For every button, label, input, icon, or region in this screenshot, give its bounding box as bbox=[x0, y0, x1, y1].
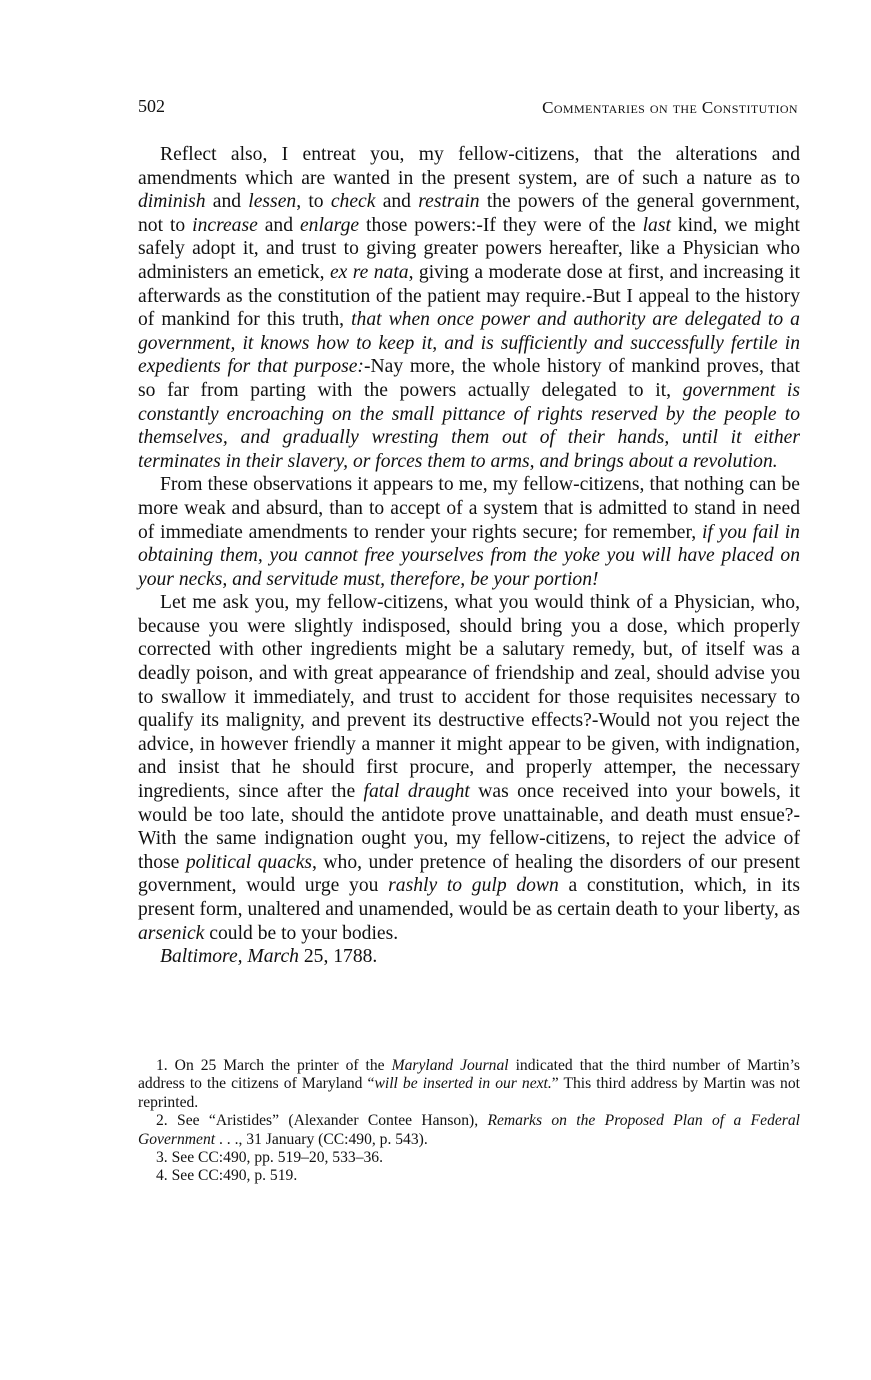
footnote: 4. See CC:490, p. 519. bbox=[156, 1167, 298, 1185]
running-head: Commentaries on the Constitution bbox=[542, 98, 798, 117]
text-run: , to bbox=[296, 191, 331, 213]
italic-run: political quacks bbox=[185, 851, 313, 873]
dateline-date: 25, 1788. bbox=[298, 946, 378, 968]
text-run: indicated that the third number of Martin’s address to the citizens of Maryland “ bbox=[138, 1057, 800, 1093]
italic-run: arsenick bbox=[138, 922, 205, 944]
text-run: a constitution, which, in its present form, unaltered and unamended, would be as certain death to your liberty, as bbox=[138, 875, 800, 920]
italic-run: enlarge bbox=[299, 214, 360, 236]
italic-run: restrain bbox=[418, 191, 480, 213]
text-run: could be to your bodies. bbox=[204, 922, 399, 944]
italic-run: that when once power and authority are delegated to a government, it knows how to keep it, and is sufficiently and successfully fertile in expedients for that purpose: bbox=[138, 309, 800, 378]
text-run: , who, under pretence of healing the disorders of our present government, would urge you bbox=[138, 851, 800, 897]
text-run: those powers:-If they were of the bbox=[359, 214, 643, 236]
text-run: 1. On 25 March the printer of the bbox=[156, 1057, 392, 1074]
italic-run: lessen bbox=[248, 191, 297, 213]
text-run: From these observations it appears to me, my fellow-citizens, that nothing can be more weak and absurd, than to accept of a system that is admitted to stand in need of immediate amendments to render your rights secure; for remember, bbox=[138, 474, 800, 543]
italic-run: last bbox=[642, 214, 671, 236]
italic-run: diminish bbox=[138, 191, 206, 213]
paragraph bbox=[138, 143, 800, 473]
body-text bbox=[138, 143, 800, 969]
footnotes bbox=[138, 1057, 800, 1186]
page-number: 502 bbox=[138, 96, 165, 116]
italic-run: if you fail in obtaining them, you cannot free yourselves from the yoke you will have placed on your necks, and servitude must, therefore, be your portion! bbox=[138, 521, 800, 590]
paragraph bbox=[138, 591, 800, 945]
text-run: 2. See “Aristides” (Alexander Contee Hanson), bbox=[156, 1112, 488, 1130]
text-run: Let me ask you, my fellow-citizens, what you would think of a Physician, who, because you were slightly indisposed, should bring you a dose, which properly corrected with other ingredients might be a salutary remedy, but, of itself was a deadly poison, and with great appearance of friendship and zeal, should advise you to swallow it immediately, and trust to accident for those requisites necessary to qualify its malignity, and prevent its destructive effects?-Would not you reject the advice, in however friendly a manner it might appear to be given, with indignation, and insist that he should first procure, and properly attemper, the necessary ingredients, since after the bbox=[138, 592, 800, 803]
footnote bbox=[138, 1057, 800, 1112]
italic-run: ex re nata bbox=[329, 261, 409, 283]
italic-run: government is constantly encroaching on the small pittance of rights reserved by the people to themselves, and gradually wresting them out of their hands, until it either terminates in their slavery, or forces them to arms, and brings about a revolution. bbox=[138, 379, 800, 472]
text-run: Reflect also, I entreat you, my fellow-citizens, that the alterations and amendments which are wanted in the present system, are of such a nature as to bbox=[138, 144, 800, 189]
text-run: and bbox=[205, 191, 249, 213]
italic-run: check bbox=[330, 191, 376, 213]
text-run: . . ., 31 January (CC:490, p. 543). bbox=[215, 1130, 428, 1148]
text-run: , giving a moderate dose at first, and increasing it afterwards as the constitution of the patient may require.-But I appeal to the history of mankind for this truth, bbox=[138, 261, 800, 331]
italic-run: fatal draught bbox=[363, 781, 470, 803]
text-run: ” This third address by Martin was not reprinted. bbox=[138, 1075, 800, 1111]
text-run: and bbox=[375, 191, 419, 213]
text-run: kind, we might safely adopt it, and trust to giving greater powers hereafter, like a Physician who administers an emetick, bbox=[138, 214, 801, 283]
italic-run: Remarks on the Proposed Plan of a Federal Government bbox=[138, 1112, 800, 1148]
text-run: -Nay more, the whole history of mankind proves, that so far from parting with the powers actually delegated to it, bbox=[138, 356, 800, 401]
dateline-place: Baltimore, March bbox=[160, 946, 299, 968]
italic-run: Maryland Journal bbox=[391, 1057, 509, 1074]
italic-run: increase bbox=[192, 214, 258, 236]
paragraph bbox=[138, 473, 800, 591]
footnote bbox=[138, 1112, 800, 1149]
italic-run: rashly to gulp down bbox=[388, 875, 559, 897]
text-run: the powers of the general government, not to bbox=[138, 191, 800, 236]
page-header bbox=[138, 96, 800, 122]
text-run: was once received into your bowels, it would be too late, should the antidote prove unattainable, and death must ensue?-With the same indignation ought you, my fellow-citizens, to reject the advice of those bbox=[138, 781, 800, 873]
text-run: and bbox=[257, 214, 300, 236]
footnote: 3. See CC:490, pp. 519–20, 533–36. bbox=[156, 1149, 383, 1167]
dateline bbox=[138, 945, 800, 969]
italic-run: will be inserted in our next. bbox=[374, 1075, 552, 1093]
